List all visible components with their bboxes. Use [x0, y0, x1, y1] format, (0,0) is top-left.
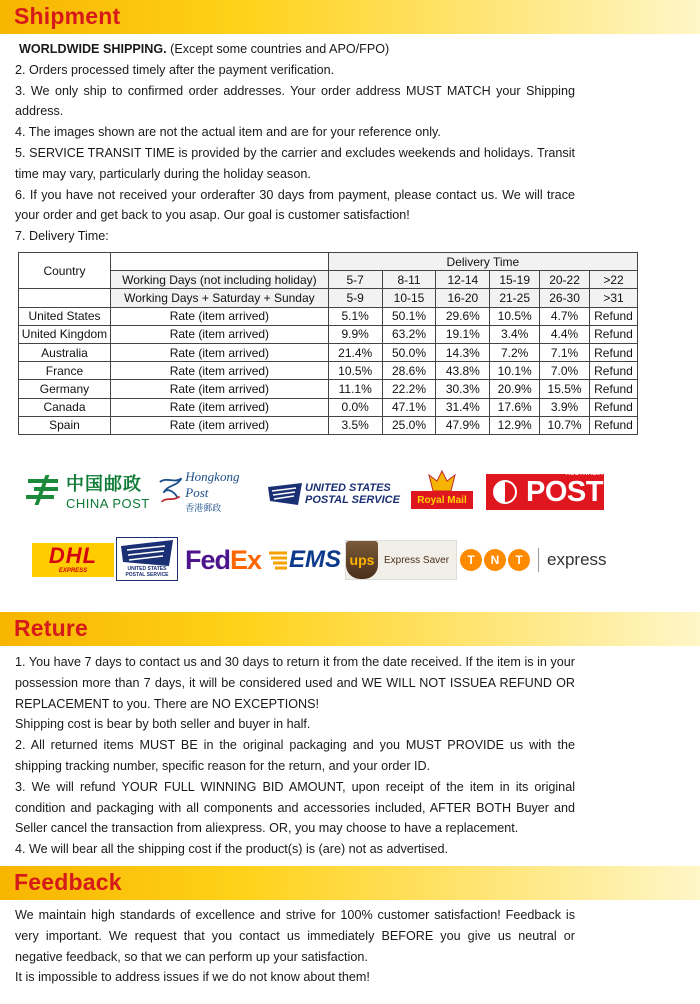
working-days-cell: >22: [590, 271, 638, 289]
rate-value-cell: 3.4%: [490, 325, 540, 343]
rate-label-cell: Rate (item arrived): [110, 380, 328, 398]
table-row: [19, 325, 638, 343]
rate-value-cell: 3.9%: [540, 398, 590, 416]
fedex-fed: Fed: [184, 544, 230, 575]
rate-value-cell: Refund: [590, 362, 638, 380]
australia-post-text: POST: [526, 476, 603, 508]
working-days-cell: 8-11: [382, 271, 436, 289]
rate-value-cell: 29.6%: [436, 307, 490, 325]
hongkong-post-logo: [158, 468, 258, 514]
royal-mail-text: Royal Mail: [411, 491, 473, 509]
rate-value-cell: 4.4%: [540, 325, 590, 343]
return-item-1: 1. You have 7 days to contact us and 30 days to return it from the date received. If the item is in your possession more than 7 days, it will be considered used and WE WILL NOT ISSUEA REFUND OR REPLACEMENT to you. There are NO EXCEPTIONS!: [15, 655, 575, 711]
table-row: [19, 380, 638, 398]
tnt-logo: [460, 542, 610, 578]
feedback-paragraph-1: We maintain high standards of excellence and strive for 100% customer satisfaction! Feedback is very important. We request that you contact us immediately BEFORE you give us neutral or negative feedback, so that we can perform up your satisfaction.: [15, 908, 575, 964]
table-row: [19, 343, 638, 361]
ems-logo: [266, 544, 342, 576]
rate-value-cell: 47.1%: [382, 398, 436, 416]
return-item-1b: Shipping cost is bear by both seller and buyer in half.: [15, 717, 311, 732]
rate-label-cell: Rate (item arrived): [110, 325, 328, 343]
rate-value-cell: Refund: [590, 416, 638, 434]
rate-value-cell: 19.1%: [436, 325, 490, 343]
working-days-row: [19, 271, 638, 289]
ups-saver-text: Express Saver: [384, 554, 450, 566]
return-header: [0, 612, 700, 646]
rate-value-cell: 0.0%: [328, 398, 382, 416]
rate-value-cell: Refund: [590, 325, 638, 343]
return-list: [15, 652, 575, 860]
header-country: Country: [19, 253, 111, 289]
dhl-sub: EXPRESS: [58, 568, 88, 574]
tnt-ball-3: T: [508, 549, 530, 571]
australia-post-small: AUSTRALIA: [565, 471, 603, 477]
fedex-ex: Ex: [229, 544, 262, 575]
feedback-text: [15, 905, 575, 988]
australia-post-icon: [490, 477, 520, 507]
shipment-header: [0, 0, 700, 34]
shipment-list: [15, 39, 575, 247]
working-days-cell: 12-14: [436, 271, 490, 289]
weekend-cell: >31: [590, 289, 638, 307]
rate-value-cell: Refund: [590, 380, 638, 398]
tnt-divider: [538, 548, 539, 572]
rate-label-cell: Rate (item arrived): [110, 416, 328, 434]
working-days-label: Working Days (not including holiday): [110, 271, 328, 289]
country-cell: Canada: [19, 398, 111, 416]
rate-value-cell: 31.4%: [436, 398, 490, 416]
rate-value-cell: 14.3%: [436, 343, 490, 361]
rate-value-cell: 15.5%: [540, 380, 590, 398]
feedback-title: Feedback: [14, 869, 122, 895]
rate-label-cell: Rate (item arrived): [110, 398, 328, 416]
hongkong-post-cn: 香港郵政: [185, 503, 222, 514]
table-row: [19, 398, 638, 416]
country-cell: United Kingdom: [19, 325, 111, 343]
weekend-cell: 5-9: [328, 289, 382, 307]
dhl-text: DHL: [48, 543, 98, 568]
rate-value-cell: 17.6%: [490, 398, 540, 416]
shipment-item-3: 3. We only ship to confirmed order addresses. Your order address MUST MATCH your Shipping address.: [15, 83, 575, 119]
dhl-logo: [32, 543, 114, 577]
china-post-logo: [24, 470, 152, 510]
rate-value-cell: 10.5%: [490, 307, 540, 325]
usps-eagle-icon: [268, 483, 302, 505]
ups-shield-icon: [346, 541, 378, 579]
hongkong-post-en: Hongkong Post: [185, 468, 240, 500]
table-row: [19, 307, 638, 325]
rate-value-cell: Refund: [590, 343, 638, 361]
working-days-cell: 15-19: [490, 271, 540, 289]
country-cell: United States: [19, 307, 111, 325]
rate-value-cell: Refund: [590, 307, 638, 325]
hongkong-post-icon: [158, 473, 183, 509]
usps-logo-2: [116, 537, 178, 581]
return-item-3: 3. We will refund YOUR FULL WINNING BID AMOUNT, upon receipt of the item in its original condition and packaging with all components and accessories included, AFTER BOTH Buyer and Seller cancel the transaction from aliexpress. OR, you may choose to have a replacement.: [15, 779, 575, 836]
weekend-cell: 16-20: [436, 289, 490, 307]
shipment-item-5: 5. SERVICE TRANSIT TIME is provided by the carrier and excludes weekends and holidays. Transit time may vary, particularly during the holiday season.: [15, 145, 575, 181]
weekend-row: [19, 289, 638, 307]
usps-line-1: UNITED STATES: [305, 482, 391, 494]
rate-label-cell: Rate (item arrived): [110, 307, 328, 325]
fedex-logo: [182, 542, 264, 578]
return-title: Reture: [14, 615, 89, 641]
shipment-item-2: 2. Orders processed timely after the payment verification.: [15, 62, 335, 77]
china-post-cn: 中国邮政: [66, 473, 142, 495]
return-item-2: 2. All returned items MUST BE in the original packaging and you MUST PROVIDE us with the shipping tracking number, specific reason for the return, and your order ID.: [15, 738, 575, 773]
working-days-cell: 20-22: [540, 271, 590, 289]
rate-value-cell: 50.1%: [382, 307, 436, 325]
country-cell: Germany: [19, 380, 111, 398]
china-post-en: CHINA POST: [66, 495, 150, 511]
delivery-time-table: [18, 252, 638, 435]
shipment-item-1-bold: WORLDWIDE SHIPPING.: [19, 42, 167, 56]
rate-value-cell: 22.2%: [382, 380, 436, 398]
ups-logo: [345, 540, 457, 580]
rate-value-cell: 7.2%: [490, 343, 540, 361]
rate-value-cell: 21.4%: [328, 343, 382, 361]
weekend-label: Working Days + Saturday + Sunday: [110, 289, 328, 307]
ems-stripes-icon: [267, 549, 289, 571]
country-cell: France: [19, 362, 111, 380]
feedback-header: [0, 866, 700, 900]
usps-logo: [268, 476, 400, 512]
rate-value-cell: 43.8%: [436, 362, 490, 380]
usps-eagle-icon-2: [119, 540, 175, 566]
rate-value-cell: 7.1%: [540, 343, 590, 361]
rate-value-cell: 50.0%: [382, 343, 436, 361]
country-cell: Spain: [19, 416, 111, 434]
rate-value-cell: 3.5%: [328, 416, 382, 434]
rate-value-cell: 11.1%: [328, 380, 382, 398]
rate-label-cell: Rate (item arrived): [110, 343, 328, 361]
weekend-cell: 26-30: [540, 289, 590, 307]
weekend-cell: 21-25: [490, 289, 540, 307]
rate-value-cell: 9.9%: [328, 325, 382, 343]
rate-value-cell: 10.1%: [490, 362, 540, 380]
shipment-item-4: 4. The images shown are not the actual item and are for your reference only.: [15, 125, 441, 140]
feedback-paragraph-2: It is impossible to address issues if we do not know about them!: [15, 970, 370, 985]
ups-text: ups: [349, 552, 375, 568]
tnt-express-text: express: [547, 550, 607, 569]
rate-value-cell: 63.2%: [382, 325, 436, 343]
rate-label-cell: Rate (item arrived): [110, 362, 328, 380]
tnt-ball-1: T: [460, 549, 482, 571]
rate-value-cell: 12.9%: [490, 416, 540, 434]
rate-value-cell: 47.9%: [436, 416, 490, 434]
australia-post-logo: [486, 471, 604, 510]
shipment-title: Shipment: [14, 3, 121, 29]
shipment-item-1: [15, 39, 575, 60]
rate-value-cell: Refund: [590, 398, 638, 416]
ems-text: EMS: [288, 546, 341, 573]
china-post-icon: [24, 473, 62, 507]
royal-mail-logo: [410, 468, 474, 512]
rate-value-cell: 7.0%: [540, 362, 590, 380]
rate-value-cell: 30.3%: [436, 380, 490, 398]
usps-line-2: POSTAL SERVICE: [305, 494, 400, 506]
rate-value-cell: 4.7%: [540, 307, 590, 325]
rate-value-cell: 25.0%: [382, 416, 436, 434]
usps2-line-2: POSTAL SERVICE: [125, 572, 169, 578]
return-item-4: 4. We will bear all the shipping cost if the product(s) is (are) not as advertised.: [15, 842, 449, 857]
rate-value-cell: 10.7%: [540, 416, 590, 434]
working-days-cell: 5-7: [328, 271, 382, 289]
header-delivery-time: Delivery Time: [328, 253, 637, 271]
usps2-line-1: UNITED STATES: [127, 566, 167, 572]
rate-value-cell: 28.6%: [382, 362, 436, 380]
rate-value-cell: 10.5%: [328, 362, 382, 380]
table-row: [19, 362, 638, 380]
royal-crown-icon: [411, 469, 473, 493]
shipment-item-6: 6. If you have not received your orderafter 30 days from payment, please contact us. We will trace your order and get back to you asap. Our goal is customer satisfaction!: [15, 187, 575, 223]
rate-value-cell: 20.9%: [490, 380, 540, 398]
table-row: [19, 416, 638, 434]
rate-value-cell: 5.1%: [328, 307, 382, 325]
country-cell: Australia: [19, 343, 111, 361]
shipment-item-1-rest: (Except some countries and APO/FPO): [166, 42, 390, 56]
shipment-item-7: 7. Delivery Time:: [15, 229, 109, 244]
weekend-cell: 10-15: [382, 289, 436, 307]
tnt-ball-2: N: [484, 549, 506, 571]
